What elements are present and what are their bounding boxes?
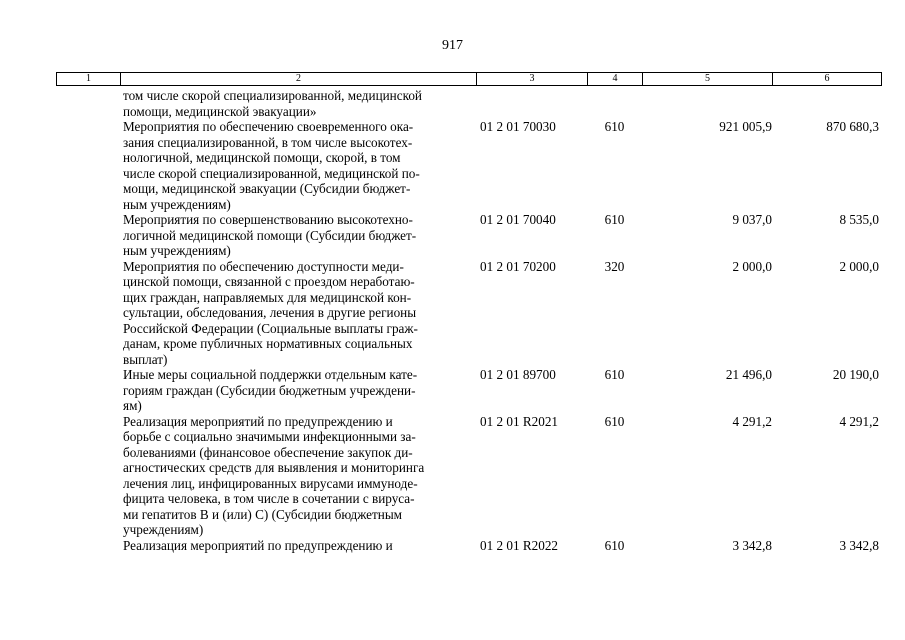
- table-row: [56, 88, 881, 119]
- row-expense-type: 610: [604, 367, 625, 382]
- row-amount-year1: 2 000,0: [732, 258, 772, 274]
- row-number-cell: [56, 259, 120, 368]
- row-code: 01 2 01 89700: [480, 367, 556, 382]
- row-amount-year2: 20 190,0: [832, 367, 879, 382]
- table-row: [56, 538, 881, 554]
- row-number-cell: [56, 119, 120, 212]
- row-amount-year1: 921 005,9: [719, 119, 772, 134]
- row-amount-year2: [772, 88, 879, 119]
- header-col-6: 6: [773, 73, 882, 86]
- table-row: [56, 212, 881, 259]
- row-amount-year1: [642, 88, 772, 119]
- row-code: 01 2 01 R2021: [480, 413, 559, 429]
- row-description: Мероприятия по совершенствованию высокотехно- логичной медицинской помощи (Субсидии бюджет- ным учреждениям): [123, 212, 417, 258]
- header-col-4: 4: [588, 73, 643, 86]
- row-expense-type: 610: [604, 537, 625, 553]
- budget-table-body: [56, 88, 881, 553]
- row-amount-year1: 4 291,2: [732, 413, 772, 429]
- header-col-2: 2: [121, 73, 477, 86]
- row-expense-type: 610: [604, 212, 625, 227]
- row-code: 01 2 01 70030: [480, 119, 556, 134]
- row-code: 01 2 01 70200: [480, 258, 556, 274]
- row-code: [476, 88, 587, 119]
- row-number-cell: [56, 88, 120, 119]
- header-col-5: 5: [643, 73, 773, 86]
- row-expense-type: 610: [604, 119, 625, 134]
- table-row: [56, 367, 881, 414]
- row-expense-type: [587, 88, 642, 119]
- row-amount-year2: 3 342,8: [839, 537, 879, 553]
- row-expense-type: 610: [604, 413, 625, 429]
- row-number-cell: [56, 367, 120, 414]
- table-row: [56, 414, 881, 538]
- row-description: Иные меры социальной поддержки отдельным кате- гориям граждан (Субсидии бюджетным учреждени- ям): [123, 367, 418, 413]
- row-amount-year2: 8 535,0: [839, 212, 879, 227]
- row-amount-year1: 3 342,8: [732, 537, 772, 553]
- row-description: Мероприятия по обеспечению своевременного ока- зания специализированной, в том числе высокотех- нологичной, медицинской помощи, скорой, в том числе скорой специализированной, медицинской по- мощи, медицинской эвакуации (Субсидии бюджет- ным учреждениям): [123, 119, 420, 212]
- row-description: том числе скорой специализированной, медицинской помощи, медицинской эвакуации»: [123, 88, 422, 119]
- header-col-3: 3: [477, 73, 588, 86]
- row-expense-type: 320: [604, 258, 625, 274]
- row-amount-year1: 9 037,0: [732, 212, 772, 227]
- column-number-header: [56, 72, 882, 86]
- row-description: Реализация мероприятий по предупреждению и борьбе с социально значимыми инфекционными за- болеваниями (финансовое обеспечение закупок ди- агностических средств для выявления и мониторинга лечения лиц, инфицированных вирусами иммуноде- фицита человека, в том числе в сочетании с вируса- ми гепатитов B и (или) C) (Субсидии бюджетным учреждениям): [123, 413, 425, 537]
- row-amount-year1: 21 496,0: [725, 367, 772, 382]
- header-col-1: 1: [57, 73, 121, 86]
- row-code: 01 2 01 70040: [480, 212, 556, 227]
- page-number: 917: [442, 38, 463, 53]
- row-amount-year2: 870 680,3: [826, 119, 879, 134]
- row-code: 01 2 01 R2022: [480, 537, 559, 553]
- row-number-cell: [56, 538, 120, 554]
- row-description: Мероприятия по обеспечению доступности меди- цинской помощи, связанной с проездом неработаю- щих граждан, направляемых для медицинской кон- сультации, обследования, лечения в другие регионы Российской Федерации (Социальные выплаты граж- данам, кроме публичных нормативных социальных выплат): [123, 258, 418, 367]
- table-row: [56, 119, 881, 212]
- row-amount-year2: 2 000,0: [839, 258, 879, 274]
- row-description: Реализация мероприятий по предупреждению и: [123, 537, 393, 553]
- row-amount-year2: 4 291,2: [839, 413, 879, 429]
- row-number-cell: [56, 414, 120, 538]
- table-row: [56, 259, 881, 368]
- row-number-cell: [56, 212, 120, 259]
